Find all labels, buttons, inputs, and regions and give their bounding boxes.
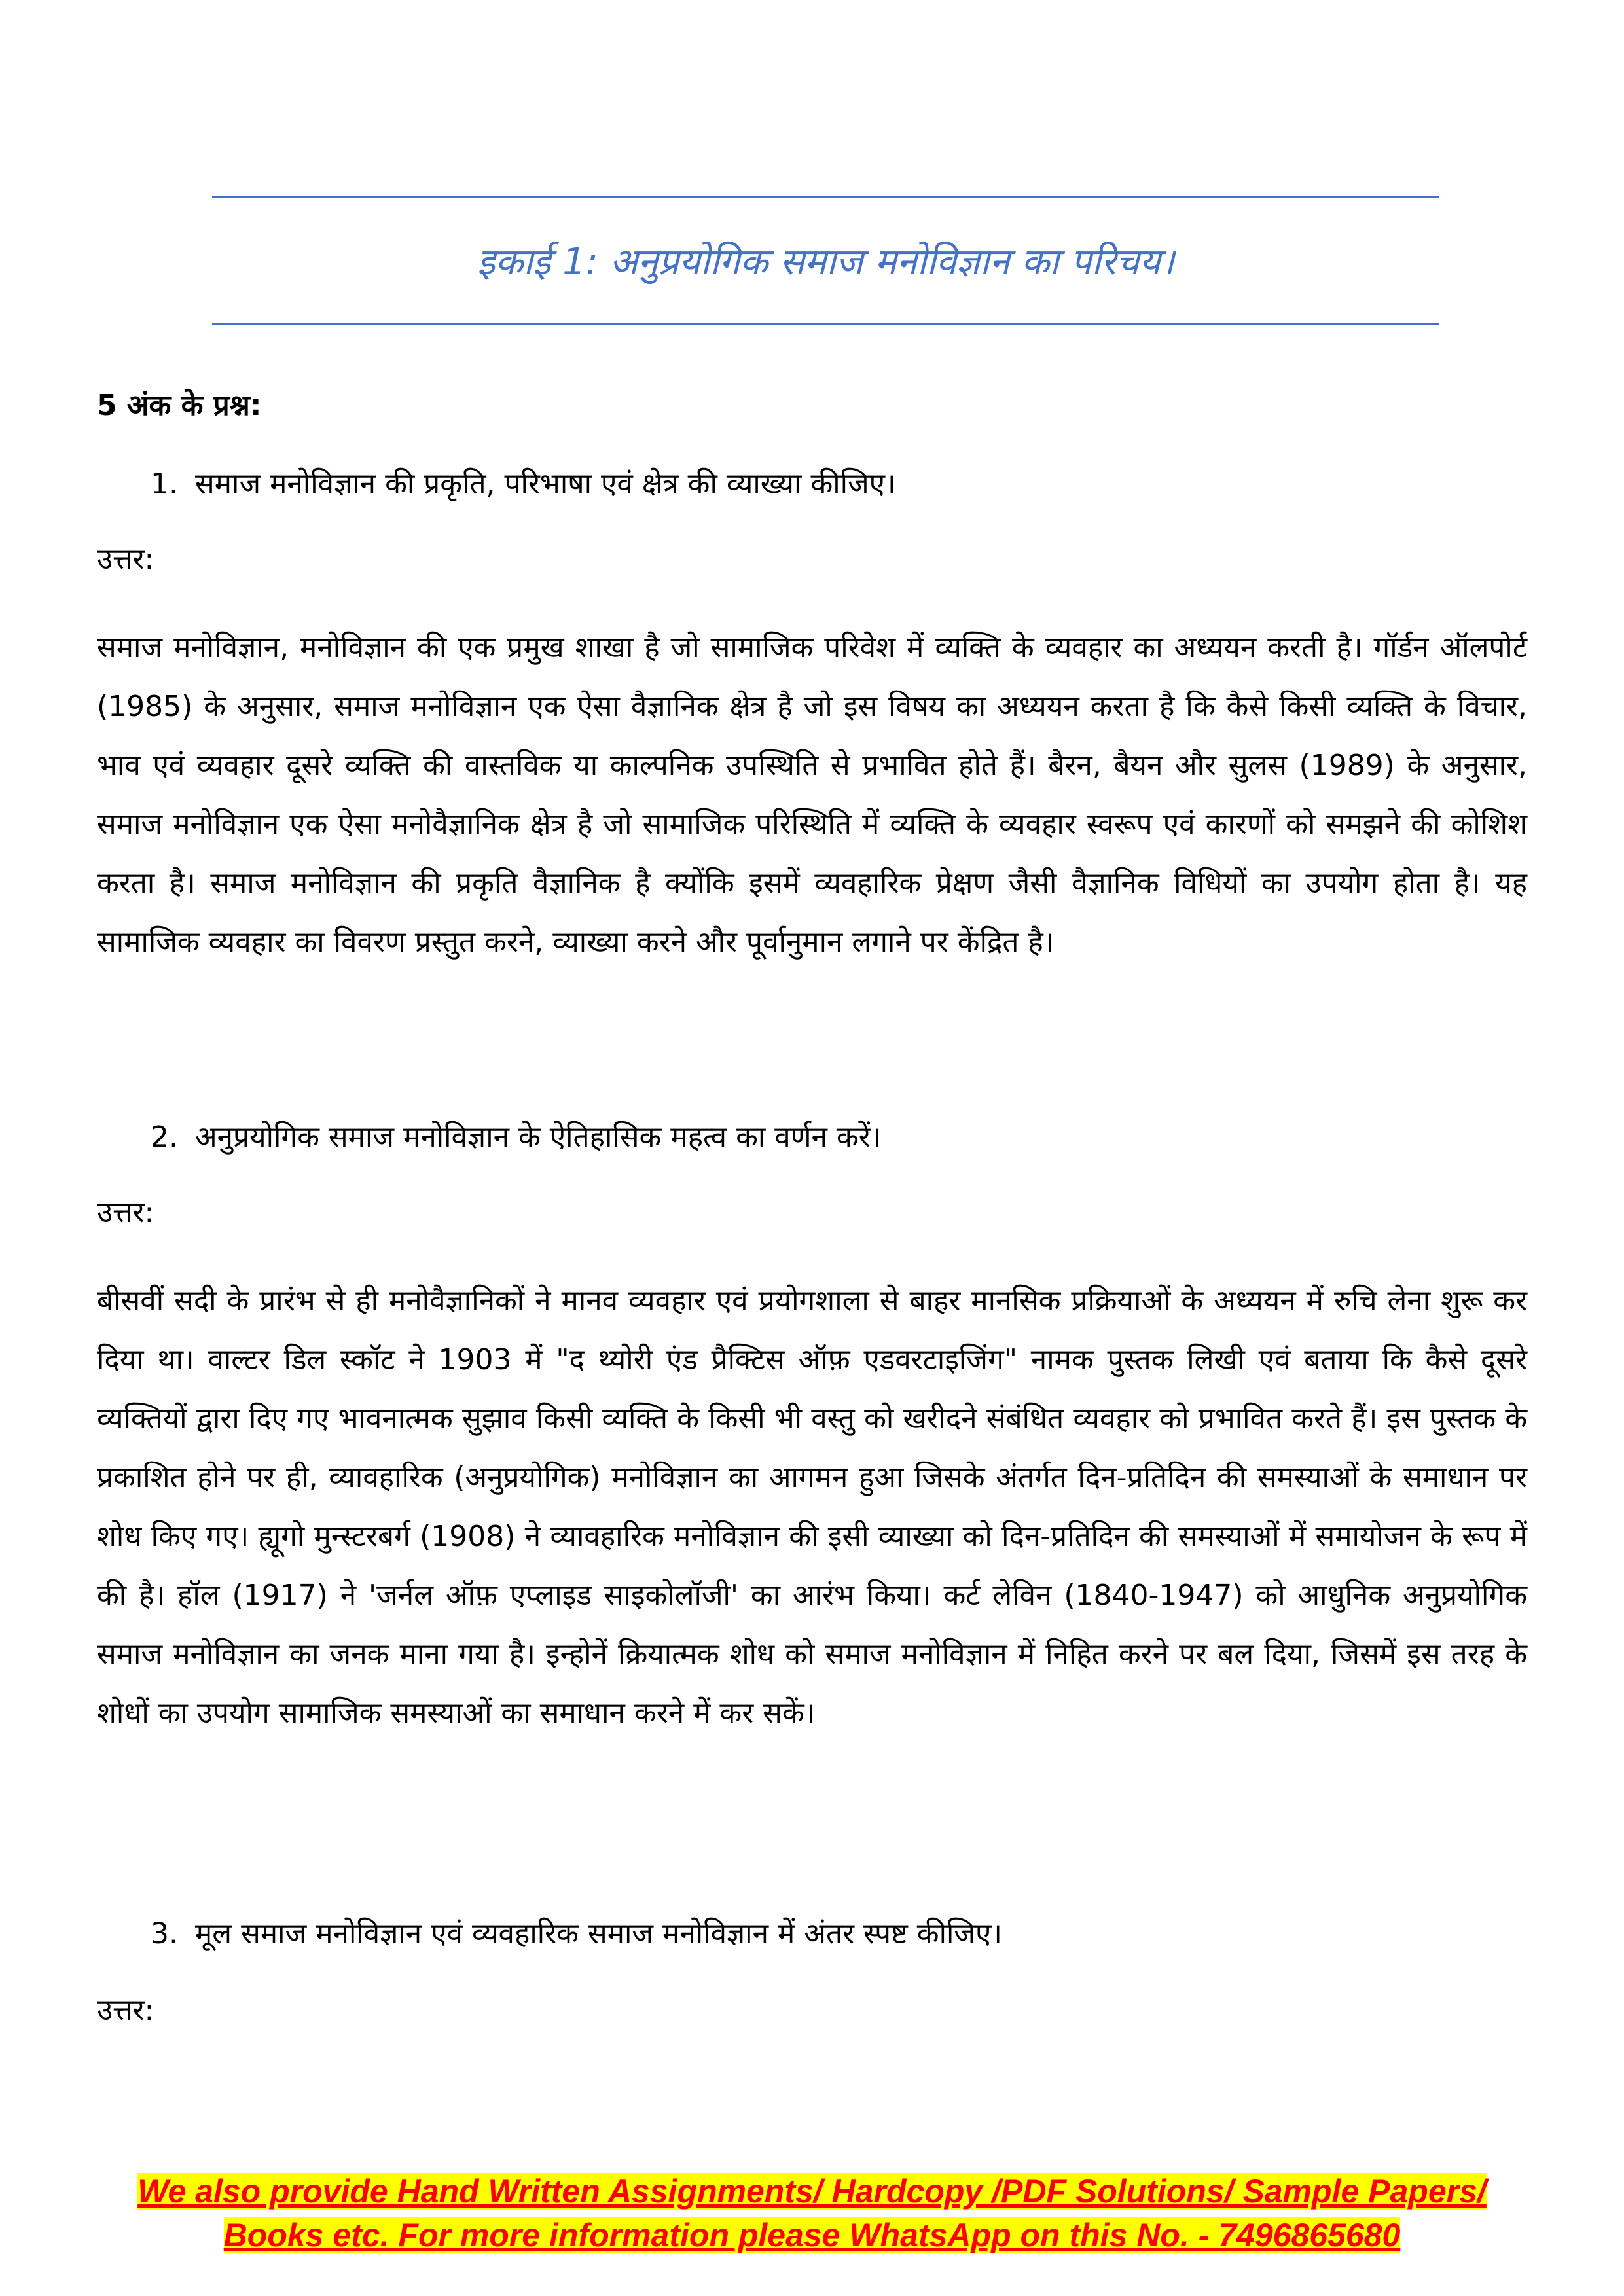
answer-3-label: उत्तर: xyxy=(97,1994,154,2027)
title-bottom-rule xyxy=(212,323,1439,325)
question-2-number: 2. xyxy=(151,1121,178,1154)
question-1 xyxy=(151,461,896,507)
question-3 xyxy=(151,1911,1002,1957)
question-1-number: 1. xyxy=(151,467,178,501)
question-2 xyxy=(151,1115,881,1160)
footer-line-2: Books etc. For more information please WhatsApp on this No. - 7496865680 xyxy=(223,2217,1401,2253)
answer-2-label: उत्तर: xyxy=(97,1196,154,1229)
question-2-text: अनुप्रयोगिक समाज मनोविज्ञान के ऐतिहासिक महत्व का वर्णन करें। xyxy=(195,1121,882,1154)
unit-title: इकाई 1: अनुप्रयोगिक समाज मनोविज्ञान का परिचय। xyxy=(477,241,1175,283)
answer-2-text: बीसवीं सदी के प्रारंभ से ही मनोवैज्ञानिकों ने मानव व्यवहार एवं प्रयोगशाला से बाहर मानसिक प्रक्रियाओं के अध्ययन में रुचि लेना शुरू कर दिया था। वाल्टर डिल स्कॉट ने 1903 में "द थ्योरी एंड प्रैक्टिस ऑफ़ एडवरटाइजिंग" नामक पुस्तक लिखी एवं बताया कि कैसे दूसरे व्यक्तियों द्वारा दिए गए भावनात्मक सुझाव किसी व्यक्ति के किसी भी वस्तु को खरीदने संबंधित व्यवहार को प्रभावित करते हैं। इस पुस्तक के प्रकाशित होने पर ही, व्यावहारिक (अनुप्रयोगिक) मनोविज्ञान का आगमन हुआ जिसके अंतर्गत दिन-प्रतिदिन की समस्याओं के समाधान पर शोध किए गए। ह्यूगो मुन्स्टरबर्ग (1908) ने व्यावहारिक मनोविज्ञान की इसी व्याख्या को दिन-प्रतिदिन की समस्याओं में समायोजन के रूप में की है। हॉल (1917) ने 'जर्नल ऑफ़ एप्लाइड साइकोलॉजी' का आरंभ किया। कर्ट लेविन (1840-1947) को आधुनिक अनुप्रयोगिक समाज मनोविज्ञान का जनक माना गया है। इन्होनें क्रियात्मक शोध को समाज मनोविज्ञान में निहित करने पर बल दिया, जिसमें इस तरह के शोधों का उपयोग सामाजिक समस्याओं का समाधान करने में कर सकें। xyxy=(97,1284,1527,1730)
answer-1-text: समाज मनोविज्ञान, मनोविज्ञान की एक प्रमुख शाखा है जो सामाजिक परिवेश में व्यक्ति के व्यवहार का अध्ययन करती है। गॉर्डन ऑलपोर्ट (1985) के अनुसार, समाज मनोविज्ञान एक ऐसा वैज्ञानिक क्षेत्र है जो इस विषय का अध्ययन करता है कि कैसे किसी व्यक्ति के विचार, भाव एवं व्यवहार दूसरे व्यक्ति की वास्तविक या काल्पनिक उपस्थिति से प्रभावित होते हैं। बैरन, बैयन और सुलस (1989) के अनुसार, समाज मनोविज्ञान एक ऐसा मनोवैज्ञानिक क्षेत्र है जो सामाजिक परिस्थिति में व्यक्ति के व्यवहार स्वरूप एवं कारणों को समझने की कोशिश करता है। समाज मनोविज्ञान की प्रकृति वैज्ञानिक है क्योंकि इसमें व्यवहारिक प्रेक्षण जैसी वैज्ञानिक विधियों का उपयोग होता है। यह सामाजिक व्यवहार का विवरण प्रस्तुत करने, व्याख्या करने और पूर्वानुमान लगाने पर केंद्रित है। xyxy=(97,631,1527,959)
answer-1-label: उत्तर: xyxy=(97,543,154,576)
footer-promo xyxy=(92,2170,1532,2257)
question-1-text: समाज मनोविज्ञान की प्रकृति, परिभाषा एवं क्षेत्र की व्याख्या कीजिए। xyxy=(195,467,896,501)
title-top-rule xyxy=(212,196,1439,198)
question-3-number: 3. xyxy=(151,1917,178,1950)
question-3-text: मूल समाज मनोविज्ञान एवं व्यवहारिक समाज मनोविज्ञान में अंतर स्पष्ट कीजिए। xyxy=(195,1917,1003,1950)
footer-line-1: We also provide Hand Written Assignments/ Hardcopy /PDF Solutions/ Sample Papers/ xyxy=(137,2173,1487,2210)
section-heading: 5 अंक के प्रश्न: xyxy=(97,389,262,422)
